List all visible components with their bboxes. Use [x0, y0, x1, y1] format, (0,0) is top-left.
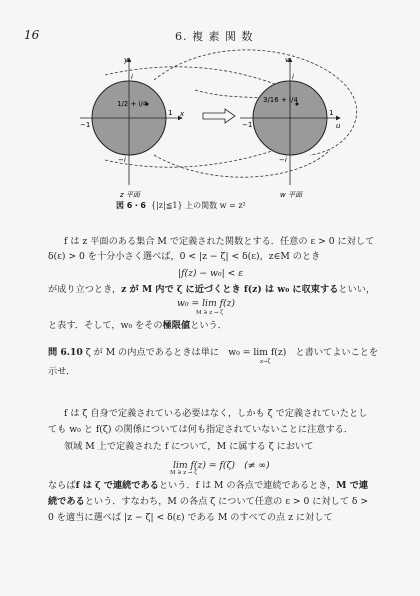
w-label-i: i: [292, 73, 294, 81]
equation-2-sub: M ∋ z → ζ: [196, 310, 224, 316]
z-label-neg-i: −i: [118, 156, 126, 164]
mapping-arrow-icon: [203, 109, 235, 123]
running-title: 6. 複 素 関 数: [175, 30, 254, 43]
w-label-neg-i: −i: [279, 156, 287, 164]
z-label-neg-one: −1: [80, 121, 91, 129]
z-point-label: 1/2 + i/4: [117, 100, 148, 108]
z-label-i: i: [131, 73, 133, 81]
w-point-label: 3/16 + i/4: [263, 96, 298, 104]
z-axis-x-label: x: [180, 110, 185, 118]
z-label-one: 1: [168, 109, 173, 117]
p3-line3: 続であるという．すなわち，M の各点 ζ について任意の ε > 0 に対して δ >: [48, 496, 369, 507]
page-number: 16: [24, 28, 40, 42]
w-plane-label: w 平面: [280, 191, 302, 199]
w-plane: [240, 58, 340, 185]
equation-3-sub: M ∋ z → ζ: [170, 470, 198, 476]
p1-line2: δ(ε) > 0 を十分小さく選べば，0 < |z − ζ| < δ(ε)，z∈M のとき: [48, 251, 321, 262]
equation-3: lim f(z) = f(ζ) (≠ ∞): [173, 460, 270, 471]
equation-2: w₀ = lim f(z): [177, 298, 236, 309]
equation-1: |f(z) − w₀| < ε: [178, 268, 244, 279]
p2-line1: f は ζ 自身で定義されている必要はなく，しかも ζ で定義されていたとし: [64, 408, 368, 419]
p2-line2: ても w₀ と f(ζ) の関係については何も指定されていないことに注意する．: [48, 424, 354, 435]
problem-6-10-line1: 問 6.10 ζ が M の内点であるときは単に w₀ = lim f(z) と書いてよいことを: [48, 347, 379, 358]
w-label-one: 1: [329, 109, 334, 117]
w-axis-v-label: v: [285, 56, 290, 64]
figure-6-6: [0, 40, 420, 200]
z-axis-y-label: y: [124, 56, 129, 64]
figure-caption: 図 6・6 {|z|≦1} 上の関数 w = z²: [116, 201, 246, 210]
p3-line4: 0 を適当に選べば |z − ζ| < δ(ε) である M のすべての点 z に対して: [48, 512, 333, 523]
w-label-neg-one: −1: [242, 121, 253, 129]
problem-sub: z→ζ: [260, 359, 271, 365]
p3-line1: 領域 M 上で定義された f について，M に属する ζ において: [64, 441, 314, 452]
w-axis-u-label: u: [336, 122, 341, 130]
problem-6-10-line2: 示せ．: [48, 366, 76, 377]
p3-line2: ならばf は ζ で連続であるという．f は M の各点で連続であるとき，M で連: [48, 480, 369, 491]
p1-line4: と表す．そして，w₀ をその極限値という．: [48, 320, 227, 331]
problem-label: 問 6.10: [48, 347, 83, 358]
p1-line1: f は z 平面のある集合 M で定義された関数とする．任意の ε > 0 に対して: [64, 236, 375, 247]
z-plane-label: z 平面: [120, 191, 140, 199]
p1-line3: が成り立つとき，z が M 内で ζ に近づくとき f(z) は w₀ に収束するといい，: [48, 284, 376, 295]
